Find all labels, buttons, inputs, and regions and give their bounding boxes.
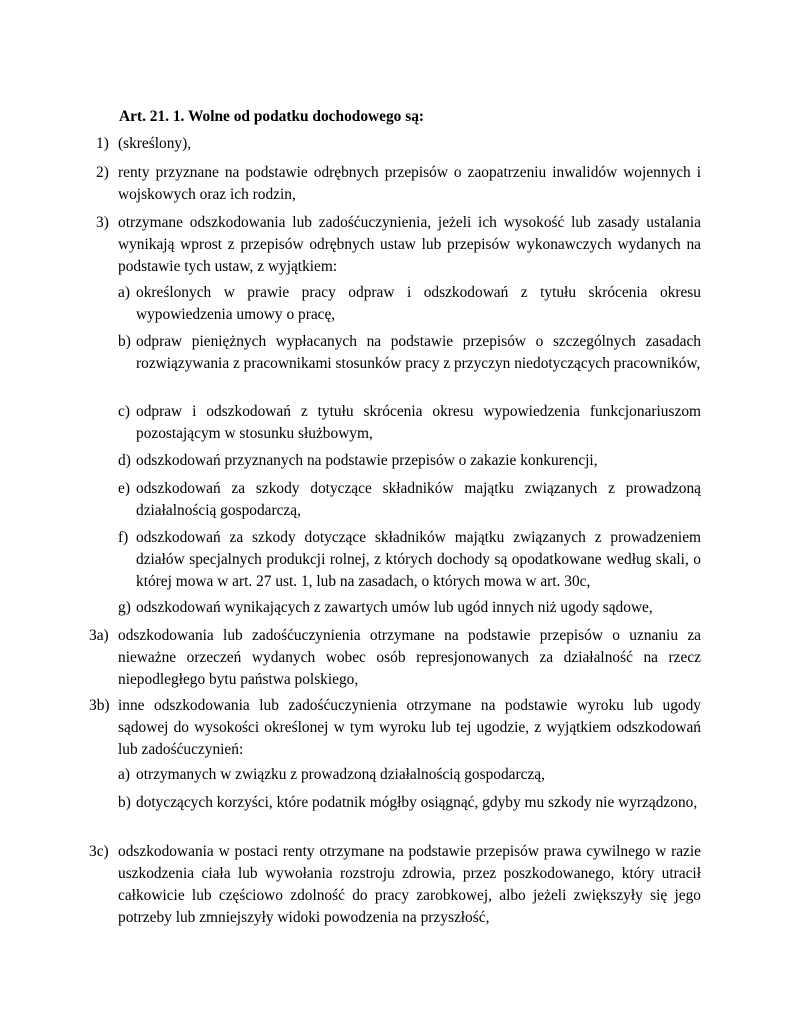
item-text: (skreślony), (118, 135, 192, 152)
item-number: a) (118, 766, 130, 783)
sub-list-item (118, 792, 701, 814)
item-text: odszkodowania w postaci renty otrzymane na podstawie przepisów prawa cywilnego w razie uszkodzenia ciała lub wywołania rozstroju zdrowia, przez poszkodowanego, który utracił całkowicie lub częściowo zdolność do pracy zarobkowej, albo jeżeli zwiększyły się jego potrzeby lub zmniejszyły widoki powodzenia na przyszłość, (118, 843, 701, 926)
item-number: 3b) (89, 697, 110, 714)
item-number: 3c) (89, 843, 109, 860)
item-text: odpraw pieniężnych wypłacanych na podstawie przepisów o szczególnych zasadach rozwiązywania z pracownikami stosunków pracy z przyczyn niedotyczących pracowników, (136, 333, 701, 372)
item-number: d) (118, 452, 131, 469)
item-number: b) (118, 794, 131, 811)
sub-list-item (118, 282, 701, 326)
item-number: a) (118, 284, 130, 301)
item-number: c) (118, 403, 130, 420)
item-text: otrzymanych w związku z prowadzoną działalnością gospodarczą, (136, 766, 545, 783)
list-item (89, 625, 701, 691)
item-number: g) (118, 599, 131, 616)
sub-list-item (118, 527, 701, 593)
item-text: odszkodowań za szkody dotyczące składników majątku związanych z prowadzoną działalnością gospodarczą, (136, 480, 701, 519)
sub-list-item (118, 331, 701, 375)
item-number: 3a) (89, 627, 109, 644)
sub-list-item (118, 401, 701, 445)
sub-list-item (118, 597, 701, 619)
item-number: 2) (96, 164, 109, 181)
item-text: odszkodowań przyznanych na podstawie przepisów o zakazie konkurencji, (136, 452, 598, 469)
item-text: renty przyznane na podstawie odrębnych przepisów o zaopatrzeniu inwalidów wojennych i wojskowych oraz ich rodzin, (118, 164, 701, 203)
item-text: odszkodowań za szkody dotyczące składników majątku związanych z prowadzeniem działów specjalnych produkcji rolnej, z których dochody są opodatkowane według skali, o której mowa w art. 27 ust. 1, lub na zasadach, o których mowa w art. 30c, (136, 529, 701, 590)
list-item (96, 133, 701, 155)
item-text: dotyczących korzyści, które podatnik mógłby osiągnąć, gdyby mu szkody nie wyrządzono, (136, 794, 698, 811)
sub-list-item (118, 478, 701, 522)
list-item (89, 695, 701, 761)
item-text: określonych w prawie pracy odpraw i odszkodowań z tytułu skrócenia okresu wypowiedzenia umowy o pracę, (136, 284, 701, 323)
sub-list-item (118, 764, 701, 786)
item-text: odszkodowań wynikających z zawartych umów lub ugód innych niż ugody sądowe, (136, 599, 653, 616)
sub-list-item (118, 450, 701, 472)
item-text: otrzymane odszkodowania lub zadośćuczynienia, jeżeli ich wysokość lub zasady ustalania wynikają wprost z przepisów odrębnych ustaw lub przepisów wykonawczych wydanych na podstawie tych ustaw, z wyjątkiem: (118, 214, 701, 275)
list-item (89, 841, 701, 929)
list-item (96, 212, 701, 278)
item-text: odszkodowania lub zadośćuczynienia otrzymane na podstawie przepisów o uznaniu za nieważne orzeczeń wydanych wobec osób represjonowanych za działalność na rzecz niepodległego bytu państwa polskiego, (118, 627, 701, 688)
list-item (96, 162, 701, 206)
item-number: e) (118, 480, 130, 497)
item-text: inne odszkodowania lub zadośćuczynienia otrzymane na podstawie wyroku lub ugody sądowej do wysokości określonej w tym wyroku lub tej ugodzie, z wyjątkiem odszkodowań lub zadośćuczynień: (118, 697, 701, 758)
article-heading: Art. 21. 1. Wolne od podatku dochodowego są: (119, 108, 425, 125)
item-number: 1) (96, 135, 109, 152)
item-number: f) (118, 529, 129, 546)
item-text: odpraw i odszkodowań z tytułu skrócenia okresu wypowiedzenia funkcjonariuszom pozostającym w stosunku służbowym, (136, 403, 701, 442)
item-number: 3) (96, 214, 109, 231)
item-number: b) (118, 333, 131, 350)
